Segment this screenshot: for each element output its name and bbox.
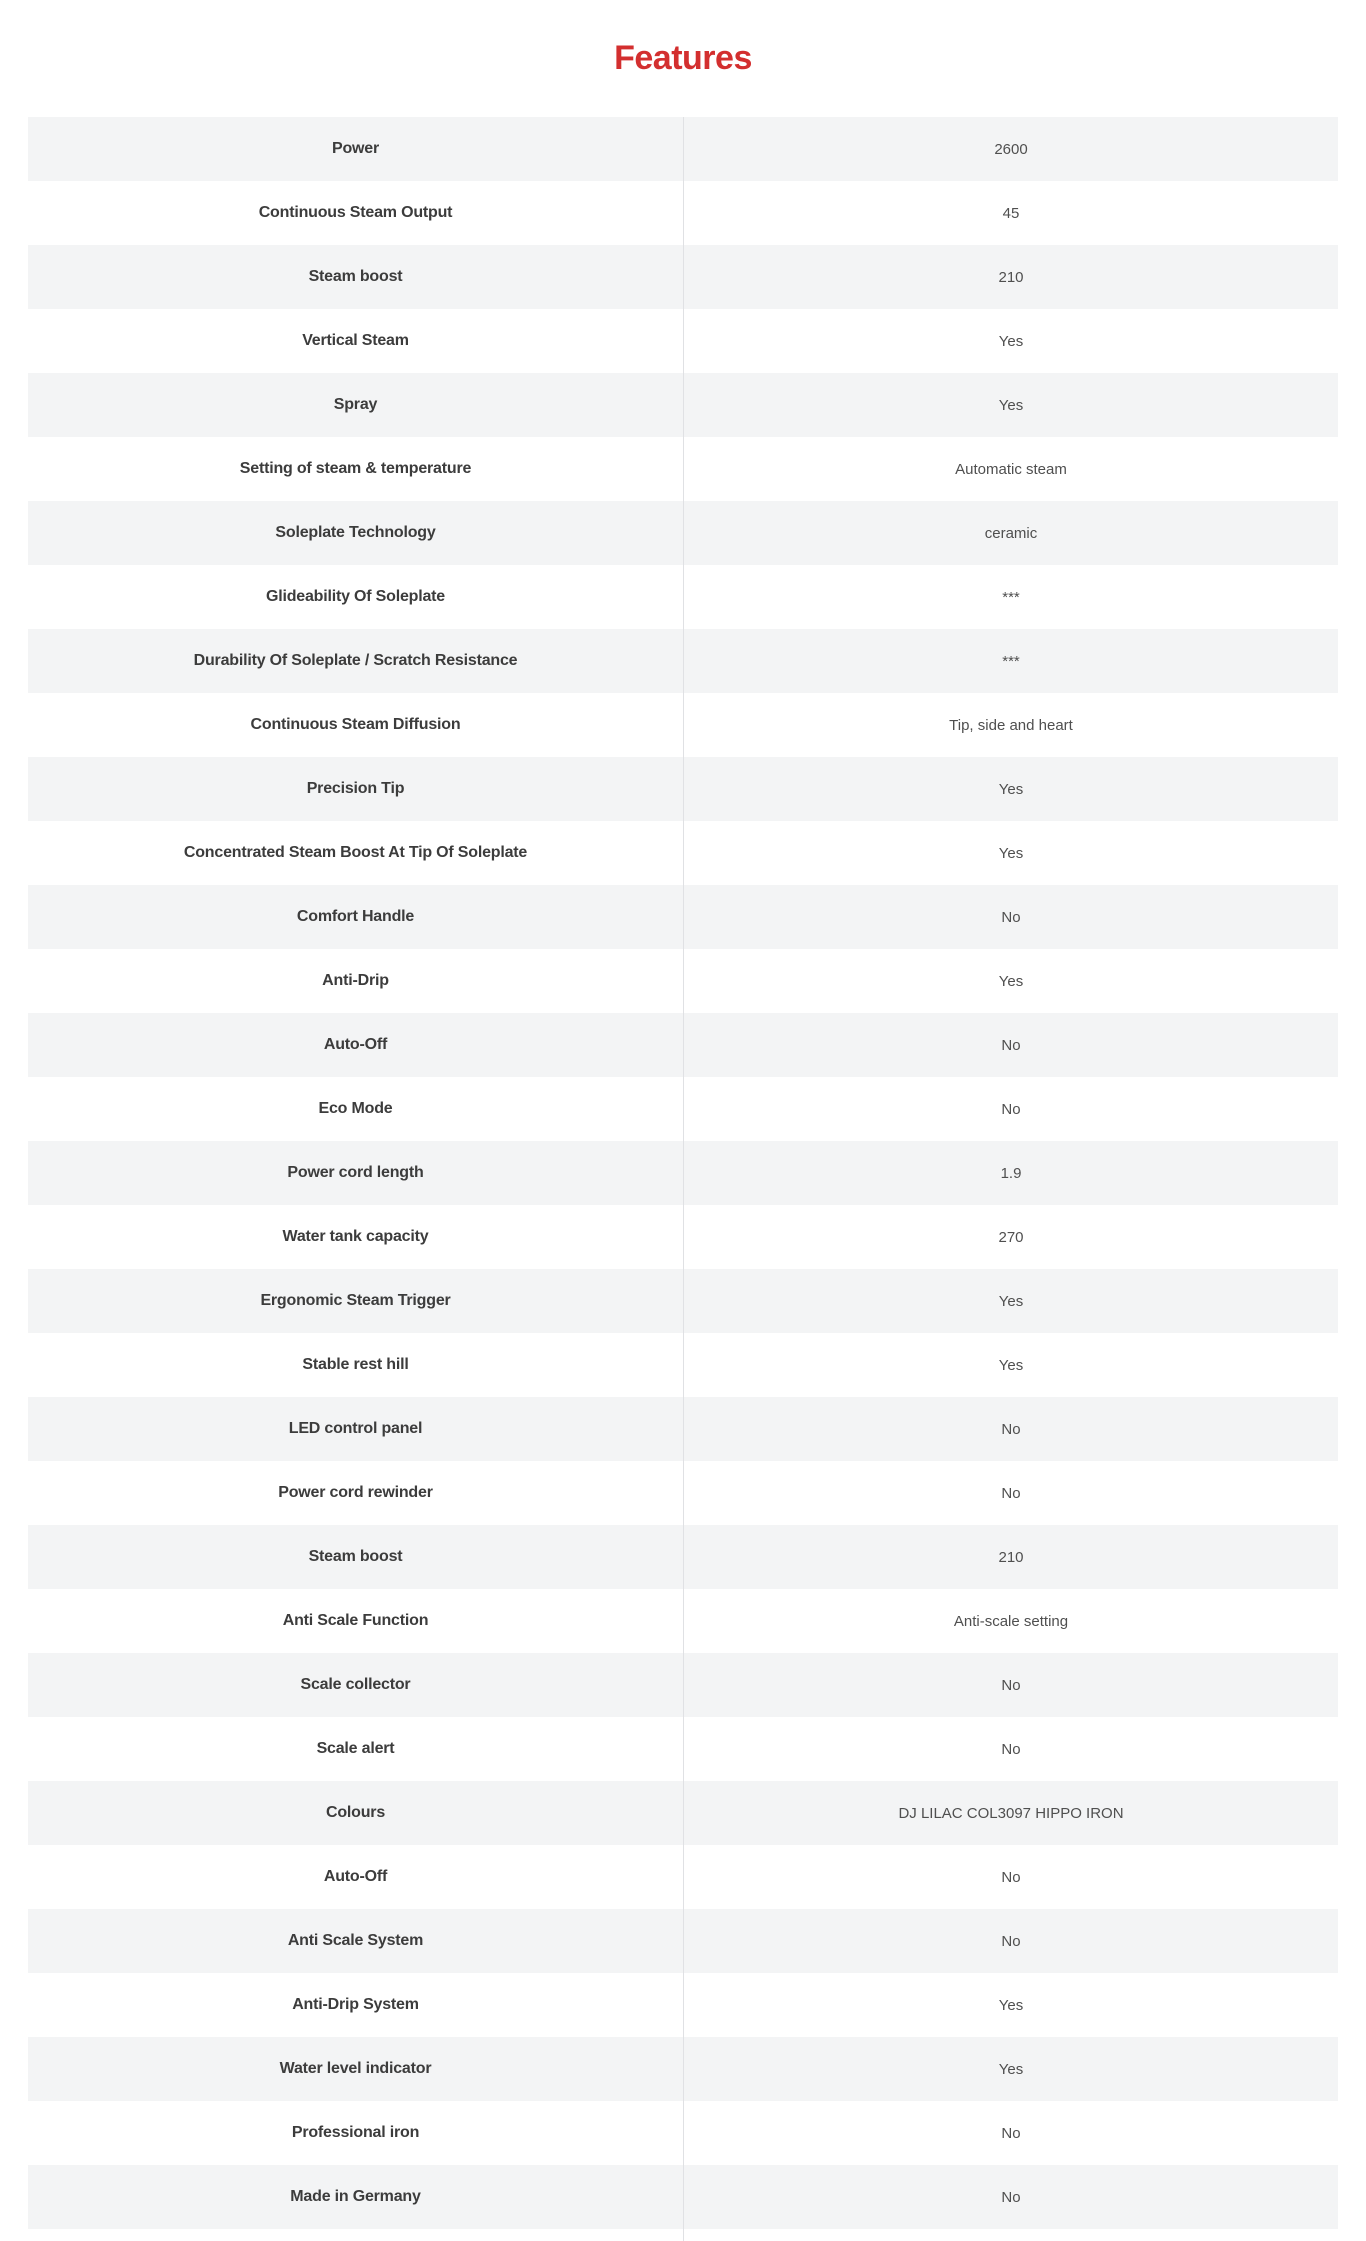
table-row xyxy=(28,1205,1338,1269)
feature-label: Steam boost xyxy=(308,1548,403,1565)
feature-value: *** xyxy=(683,629,1338,693)
feature-label: Anti Scale System xyxy=(287,1932,424,1949)
feature-value: ceramic xyxy=(683,501,1338,565)
feature-value: Yes xyxy=(683,821,1338,885)
feature-label: Continuous Steam Diffusion xyxy=(250,716,461,733)
feature-value: No xyxy=(683,2165,1338,2229)
feature-label: Water tank capacity xyxy=(282,1228,429,1245)
feature-value: Automatic steam xyxy=(683,437,1338,501)
feature-value: No xyxy=(683,1717,1338,1781)
feature-value: No xyxy=(683,1653,1338,1717)
table-row xyxy=(28,1973,1338,2037)
table-row xyxy=(28,1141,1338,1205)
feature-value: 1.9 xyxy=(683,1141,1338,1205)
table-row xyxy=(28,1397,1338,1461)
table-row xyxy=(28,1077,1338,1141)
feature-label: Scale alert xyxy=(316,1740,395,1757)
feature-value: 45 xyxy=(683,181,1338,245)
table-row xyxy=(28,309,1338,373)
feature-label: Power cord rewinder xyxy=(278,1484,433,1501)
feature-value: Yes xyxy=(683,309,1338,373)
feature-value: No xyxy=(683,1909,1338,1973)
table-row xyxy=(28,501,1338,565)
feature-value: Yes xyxy=(683,373,1338,437)
table-row xyxy=(28,2101,1338,2165)
feature-label: Soleplate Technology xyxy=(275,524,436,541)
feature-value: No xyxy=(683,1461,1338,1525)
feature-value: Anti-scale setting xyxy=(683,1589,1338,1653)
feature-value: DJ LILAC COL3097 HIPPO IRON xyxy=(683,1781,1338,1845)
feature-value: Tip, side and heart xyxy=(683,693,1338,757)
page-title: Features xyxy=(614,39,752,77)
feature-label: Power cord length xyxy=(287,1164,424,1181)
feature-value: No xyxy=(683,2101,1338,2165)
feature-label: Water level indicator xyxy=(279,2060,432,2077)
feature-value: Yes xyxy=(683,1269,1338,1333)
feature-label: Comfort Handle xyxy=(296,908,415,925)
feature-label: Colours xyxy=(325,1804,386,1821)
feature-value: *** xyxy=(683,565,1338,629)
feature-label: Professional iron xyxy=(291,2124,420,2141)
feature-value: No xyxy=(683,1077,1338,1141)
table-row xyxy=(28,1781,1338,1845)
table-row xyxy=(28,1333,1338,1397)
feature-value: 210 xyxy=(683,1525,1338,1589)
feature-label: LED control panel xyxy=(288,1420,423,1437)
feature-value: 270 xyxy=(683,1205,1338,1269)
feature-label: Stable rest hill xyxy=(302,1356,409,1373)
table-row xyxy=(28,181,1338,245)
feature-label: Power xyxy=(331,140,380,157)
feature-label: Concentrated Steam Boost At Tip Of Soleplate xyxy=(183,844,528,861)
table-row xyxy=(28,693,1338,757)
features-table xyxy=(28,117,1338,2241)
feature-label: Vertical Steam xyxy=(302,332,409,349)
feature-label: Eco Mode xyxy=(318,1100,393,1117)
table-row xyxy=(28,437,1338,501)
feature-value: Yes xyxy=(683,757,1338,821)
table-row xyxy=(28,1717,1338,1781)
feature-label: Auto-Off xyxy=(323,1036,388,1053)
feature-label: Anti-Drip System xyxy=(292,1996,419,2013)
feature-label: Scale collector xyxy=(300,1676,411,1693)
table-row xyxy=(28,1269,1338,1333)
feature-value: No xyxy=(683,1013,1338,1077)
feature-label: Anti-Drip xyxy=(322,972,389,989)
feature-value: 210 xyxy=(683,245,1338,309)
table-row xyxy=(28,2037,1338,2101)
table-row xyxy=(28,949,1338,1013)
table-row-partial xyxy=(28,2229,1338,2241)
feature-label: Durability Of Soleplate / Scratch Resistance xyxy=(193,652,518,669)
table-row xyxy=(28,1461,1338,1525)
feature-value: Yes xyxy=(683,2037,1338,2101)
feature-label: Spray xyxy=(333,396,378,413)
table-row xyxy=(28,1845,1338,1909)
table-row xyxy=(28,2165,1338,2229)
feature-value: No xyxy=(683,1845,1338,1909)
table-row xyxy=(28,757,1338,821)
feature-value: No xyxy=(683,885,1338,949)
feature-label: Setting of steam & temperature xyxy=(239,460,472,477)
feature-label: Anti Scale Function xyxy=(282,1612,429,1629)
feature-label: Auto-Off xyxy=(323,1868,388,1885)
table-row xyxy=(28,629,1338,693)
table-row xyxy=(28,373,1338,437)
feature-value: Yes xyxy=(683,1973,1338,2037)
feature-value: 2600 xyxy=(683,117,1338,181)
feature-label xyxy=(28,2229,683,2241)
feature-value: No xyxy=(683,1397,1338,1461)
table-row xyxy=(28,565,1338,629)
table-row xyxy=(28,245,1338,309)
table-row xyxy=(28,117,1338,181)
table-row xyxy=(28,1909,1338,1973)
table-row xyxy=(28,1653,1338,1717)
table-row xyxy=(28,1525,1338,1589)
table-row xyxy=(28,821,1338,885)
feature-label: Made in Germany xyxy=(290,2188,421,2205)
feature-label: Glideability Of Soleplate xyxy=(265,588,446,605)
feature-label: Steam boost xyxy=(308,268,403,285)
feature-value: Yes xyxy=(683,949,1338,1013)
table-row xyxy=(28,1013,1338,1077)
table-row xyxy=(28,1589,1338,1653)
feature-value xyxy=(683,2229,1338,2241)
feature-label: Precision Tip xyxy=(306,780,405,797)
feature-label: Continuous Steam Output xyxy=(258,204,453,221)
feature-value: Yes xyxy=(683,1333,1338,1397)
feature-label: Ergonomic Steam Trigger xyxy=(260,1292,451,1309)
table-row xyxy=(28,885,1338,949)
